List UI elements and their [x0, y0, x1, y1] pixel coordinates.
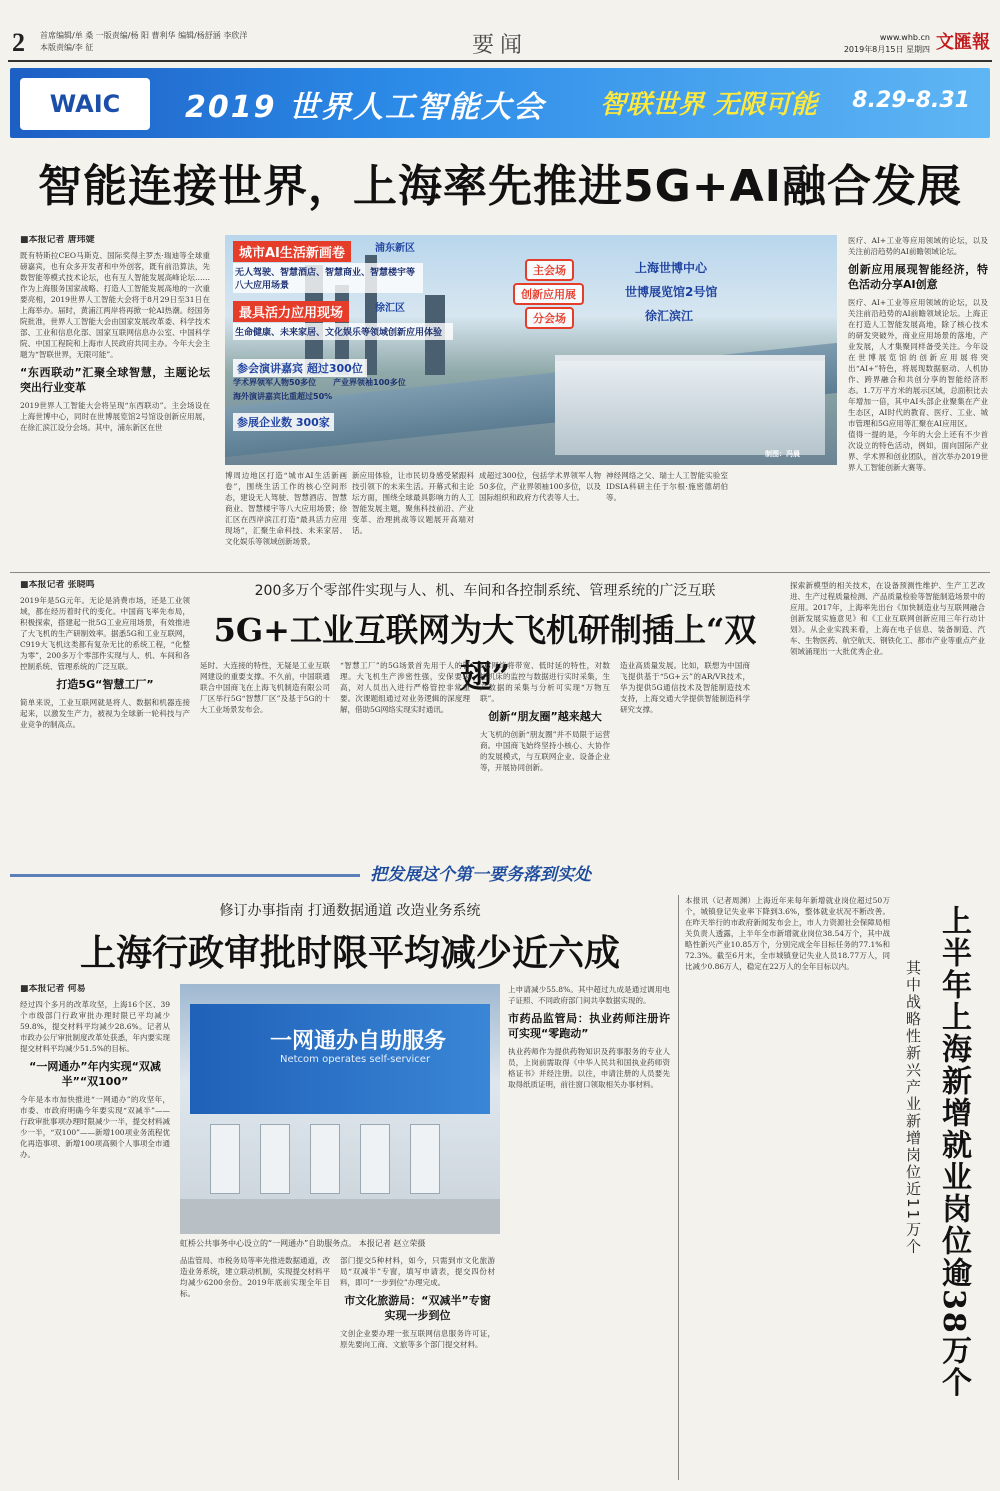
- article3-text-4: 上申请减少55.8%。其中超过九成是通过调用电子证照、不同政府部门间共享数据实现的。: [508, 985, 670, 1005]
- dateline: [844, 32, 930, 56]
- venue-main-tag: 主会场: [525, 259, 574, 281]
- expo-hall-shape: [555, 355, 825, 455]
- article2-column-5: 造业高质量发展。比如，联想为中国商飞提供基于“5G+云”的AR/VR技术，华为提供5G通信技术及智能制造技术支持，上海交通大学提供智能制造科学研究支撑。: [620, 661, 750, 714]
- article1-column-1: [20, 235, 210, 565]
- article3-subhead-3: 市文化旅游局：“双减半”专窗实现一步到位: [344, 1294, 491, 1322]
- article3-deck: 修订办事指南 打通数据通道 改造业务系统: [219, 903, 481, 919]
- article2-deck: 200多万个零部件实现与人、机、车间和各控制系统、管理系统的广泛互联: [254, 583, 716, 599]
- hero-tag-2: 最具活力应用现场: [233, 301, 349, 322]
- photo-wall-subtext: Netcom operates self-servicer: [280, 1054, 431, 1065]
- hero-tag-3-a: 学术界领军人物50多位: [233, 378, 317, 387]
- campaign-ribbon: [10, 858, 990, 888]
- hero-tag-1: 城市AI生活新画卷: [233, 241, 351, 262]
- photo-wall-text: 一网通办自助服务: [270, 1029, 447, 1054]
- skyline-decoration: [10, 874, 360, 877]
- page-header: [0, 0, 1000, 60]
- article3-text-1b: 今年是本市加快推进“一网通办”的攻坚年，市委、市政府明确今年要实现“双减半”——行政审批事项办理时限减少一半，提交材料减少一半，“双100”——新增100项业务流程优化再造事项、新增100项高频个人事项全市通办。: [20, 1095, 170, 1159]
- article1-column-6: [848, 235, 988, 565]
- article1-text-6: 医疗、AI+工业等应用领域的论坛，以及关注前沿趋势的AI前瞻领域论坛。上海正在打造人工智能发展高地，除了核心技术的研发突破外，商业应用场景的落地，产业发展，人才集聚同样备受关注。今年设在世博展览馆的创新应用展将突出“AI+”特色，将展现数据驱动、人机协作、跨界融合和共创分享的智能经济形态。1.7万平方米的展示区域，总面积比去年增加一倍，其中AI头部企业聚集在产业生态区，AI时代的教育、医疗、工业、城市管理和5G应用等汇聚在AI应用区。: [848, 298, 988, 428]
- article3-text-3: 部门提交5种材料，如今，只需到市文化旅游局“双减半”专窗，填写申请表，提交四份材料，即可“一步到位”办理完成。: [340, 1256, 495, 1287]
- article4-headline: 上半年上海新增就业岗位逾38万个: [936, 905, 971, 1399]
- hero-tag-1-area: 浦东新区: [375, 243, 415, 254]
- waic-logo: WAIC: [20, 78, 150, 130]
- section-name: 要闻: [471, 33, 528, 58]
- article2-text-1: 2019年是5G元年。无论是消费市场，还是工业领域，都在经历着时代的变化。中国商飞率先布局，积极探索，搭建起一批5G工业应用场景，有效推进了大飞机的生产研制效率。据悉5G和工业互联网，C919大飞机这类都有复杂无比的系统工程，“化整为零”，200多万个零部件实现与人、机、车间和各控制系统、管理系统的广泛互联。: [20, 596, 190, 671]
- article2-byline: ■本报记者 张晓鸣: [20, 580, 95, 590]
- editors-line-2: 本版责编/李 征: [40, 43, 94, 52]
- article2-column-2: 延时、大连接的特性，无疑是工业互联网建设的重要支撑。不久前，中国联通联合中国商飞在上海飞机制造有限公司厂区举行5G“智慧厂区”及基于5G的十大工业场景发布会。: [200, 661, 330, 714]
- hero-tag-3: 参会演讲嘉宾 超过300位: [233, 359, 367, 377]
- article1-text-6a: 医疗、AI+工业等应用领域的论坛，以及关注前沿趋势的AI前瞻领域论坛。: [848, 236, 988, 256]
- article3-text-4b: 执业药师作为提供药物知识及药事服务的专业人员，上岗前需取得《中华人民共和国执业药师资格证书》并经注册。以往，申请注册的人员要先取得纸质证明，前往窗口领取相关办事材料。: [508, 1047, 670, 1089]
- article3-text-1: 经过四个多月的改革攻坚，上海16个区、39个市级部门行政审批办理时限已平均减少59.8%，提交材料平均减少28.6%。记者从市政办公厅审批制度改革处获悉，年内要实现提交材料平均减少51.5%的目标。: [20, 1000, 170, 1053]
- article1-subhead-2: 创新应用展现智能经济，特色活动分享AI创意: [848, 263, 988, 291]
- hero-tag-1-text: 无人驾驶、智慧酒店、智慧商业、智慧楼宇等八大应用场景: [233, 263, 423, 293]
- section-divider: [10, 572, 990, 573]
- article1-subhead-1: “东西联动”汇聚全球智慧，主题论坛突出行业变革: [20, 366, 210, 394]
- editors-credit: [40, 30, 340, 54]
- photo-floor: [180, 1199, 500, 1234]
- page-number: 2: [12, 28, 25, 57]
- editors-line-1: 首席编辑/单 桑 一版责编/杨 阳 曹利华 编辑/杨舒涵 李欣洋: [40, 31, 248, 40]
- hero-tag-2-area: 徐汇区: [375, 303, 405, 314]
- venue-exhibit-name: 世博展览馆2号馆: [625, 285, 718, 299]
- article1-column-2: 博周边地区打造“城市AI生活新画卷”，围绕生活工作的核心空间形态，建设无人驾驶、智慧酒店、智慧商业、智慧楼宇等八大应用场景；徐汇区在西岸滨江打造“最具活力应用现场”，汇聚生命科技、未来家居、文化娱乐等领域创新场景。: [225, 471, 347, 546]
- service-center-photo: [180, 984, 500, 1234]
- article2-text-4b: 大飞机的创新“朋友圈”并不局限于运营商。中国商飞始终坚持小核心、大协作的发展模式，与互联网企业、设备企业等，开展协同创新。: [480, 730, 610, 772]
- hero-tag-3-c: 海外演讲嘉宾比重超过50%: [233, 392, 333, 401]
- article2-column-6: 探索新模型的相关技术，在设备预测性维护、生产工艺改进、生产过程质量检测、产品质量检验等智能制造场景中的应用。2017年，上海率先出台《加快制造业与互联网融合创新发展实施意见》和《工业互联网创新应用三年行动计划》。从企业实践来看，上海在电子信息、装备制造、汽车、生物医药、航空航天、钢铁化工、都市产业等重点产业领域涌现出一大批优秀企业。: [790, 581, 985, 656]
- article2-headline: 5G+工业互联网为大飞机研制插上“双翅”: [213, 611, 757, 695]
- hero-tag-4: 参展企业数 300家: [233, 413, 334, 431]
- hero-tag-2-text: 生命健康、未来家居、文化娱乐等领域创新应用体验: [233, 323, 453, 340]
- article2-subhead-2: 创新“朋友圈”越来越大: [488, 710, 602, 723]
- banner-title: 2019 世界人工智能大会: [185, 90, 545, 125]
- article3-column-2: 品监管局、市税务局等率先推进数据通道，改造业务系统，建立联动机制，实现提交材料平均减少6200余份。2019年底前实现全年目标。: [180, 1256, 330, 1298]
- venue-exhibit-tag: 创新应用展: [513, 283, 584, 305]
- article3-column-3: [340, 1255, 495, 1480]
- event-banner: [10, 68, 990, 138]
- article1-headline: 智能连接世界，上海率先推进5G+AI融合发展: [37, 161, 963, 212]
- campaign-ribbon-text: 把发展这个第一要务落到实处: [370, 865, 591, 885]
- infographic-credit: 制图：冯晨: [765, 450, 800, 458]
- kiosk-shape: [260, 1124, 290, 1194]
- hero-tag-3-b: 产业界领袖100多位: [333, 378, 406, 387]
- article1-column-3: 新应用体验，让市民切身感受紧跟科技引领下的未来生活。开幕式和主论坛方面，围绕全球最具影响力的人工智能发展主题，聚焦科技前沿、产业变革、治理挑战等议题展开高端对话。: [352, 471, 474, 535]
- article2-column-3: “智慧工厂”的5G场景首先用于人的管理。大飞机生产涉密性强，安保要求高，对人员出入进行严格管控非常重要。次课题组通过对业务逻辑的深度理解，借助5G网络实现实时通讯。: [340, 661, 470, 714]
- kiosk-shape: [410, 1124, 440, 1194]
- article3-headline: 上海行政审批时限平均减少近六成: [79, 932, 620, 974]
- article4-column: 本报讯（记者周渊）上海近年来每年新增就业岗位超过50万个，城镇登记失业率下降到3.6%，整体就业状况不断改善。在昨天举行的市政府新闻发布会上，市人力资源社会保障局相关负责人透露，上半年全市新增就业岗位38.54万个，其中战略性新兴产业10.85万个，分别完成全年目标任务的77.1%和72.3%。截至6月末，全市城镇登记失业人员18.77万人，同比减少0.86万人，稳定在22万人的全年目标以内。: [685, 896, 890, 971]
- article3-column-1: [20, 984, 170, 1479]
- article2-column-4: [480, 660, 610, 845]
- banner-slogan: 智联世界 无限可能: [600, 90, 818, 120]
- article1-column-5: 神经网络之父、瑞士人工智能实验室IDSIA科研主任于尔根·施密德胡伯等。: [606, 471, 728, 502]
- column-divider: [678, 895, 679, 1480]
- article3-byline: ■本报记者 何易: [20, 984, 86, 994]
- article2-column-1: [20, 580, 190, 845]
- header-rule: [8, 60, 992, 62]
- article3-subhead-1: “一网通办”年内实现“双减半”“双100”: [29, 1060, 161, 1088]
- issue-date: 2019年8月15日 星期四: [843, 45, 930, 54]
- article1-byline: ■本报记者 唐玮婕: [20, 235, 95, 245]
- photo-caption: 虹桥公共事务中心设立的“一网通办”自助服务点。 本报记者 赵立荣摄: [180, 1239, 426, 1248]
- article3-text-3b: 文创企业要办理一张互联网信息服务许可证，原先要向工商、文旅等多个部门提交材料。: [340, 1329, 495, 1349]
- article1-text-6b: 值得一提的是，今年的大会上还有不少首次设立的特色活动，例如，面向国际产业界、学术界和创业团队，首次举办2019世界人工智能创新大赛等。: [848, 430, 988, 472]
- venue-sub-tag: 分会场: [525, 307, 574, 329]
- article3-column-4: [508, 984, 670, 1479]
- venue-main-name: 上海世博中心: [635, 261, 708, 275]
- kiosk-shape: [210, 1124, 240, 1194]
- article2-text-4: 5G网络将带宽、低时延的特性，对数控机床的监控与数据进行实时采集，生产数据的采集与分析可实现“万物互联”。: [480, 661, 610, 703]
- article3-subhead-4: 市药品监管局：执业药师注册许可实现“零跑动”: [508, 1012, 670, 1040]
- article4-subheadline: 其中战略性新兴产业新增岗位近11万个: [904, 960, 922, 1256]
- article2-subhead-1: 打造5G“智慧工厂”: [56, 678, 154, 691]
- article1-text-1b: 2019世界人工智能大会将呈现“东西联动”。主会场设在上海世博中心，同时在世博展览馆2号馆设创新应用展，在徐汇滨江设分会场。其中，浦东新区在世: [20, 401, 210, 432]
- kiosk-shape: [360, 1124, 390, 1194]
- venue-sub-name: 徐汇滨江: [645, 309, 694, 323]
- hero-infographic: [225, 235, 837, 465]
- article2-text-1b: 简单来说，工业互联网就是将人、数据和机器连接起来，以激发生产力，被视为全球新一轮科技与产业竞争的制高点。: [20, 698, 190, 729]
- kiosk-shape: [310, 1124, 340, 1194]
- banner-dates: 8.29-8.31: [852, 88, 970, 113]
- site-url: www.whb.cn: [879, 33, 930, 42]
- masthead-logo: 文匯報: [936, 32, 990, 53]
- article1-text-1: 既有特斯拉CEO马斯克、国际奖得主罗杰·瑞迪等全球重磅嘉宾，也有众多开发者和中外创客，既有前沿算法，先数智能等模式技术论坛，也有互人智能发展高峰论坛……作为上海服务国家战略、打造人工智能发展高地的一次重要亮相，2019世界人工智能大会将于8月29日至31日在上海举办。届时，黄浦江两岸将再掀一轮AI热潮。经国务院批准，世界人工智能大会由国家发展改革委、科学技术部、工业和信息化部、国家互联网信息办公室、中国科学院、中国工程院和上海市人民政府共同主办。今年大会主题为“智联世界，无限可能”。: [20, 251, 210, 359]
- article1-column-4: 成超过300位，包括学术界领军人物50多位，产业界领袖100多位，以及国际组织和政府方代表等人士。: [479, 471, 601, 502]
